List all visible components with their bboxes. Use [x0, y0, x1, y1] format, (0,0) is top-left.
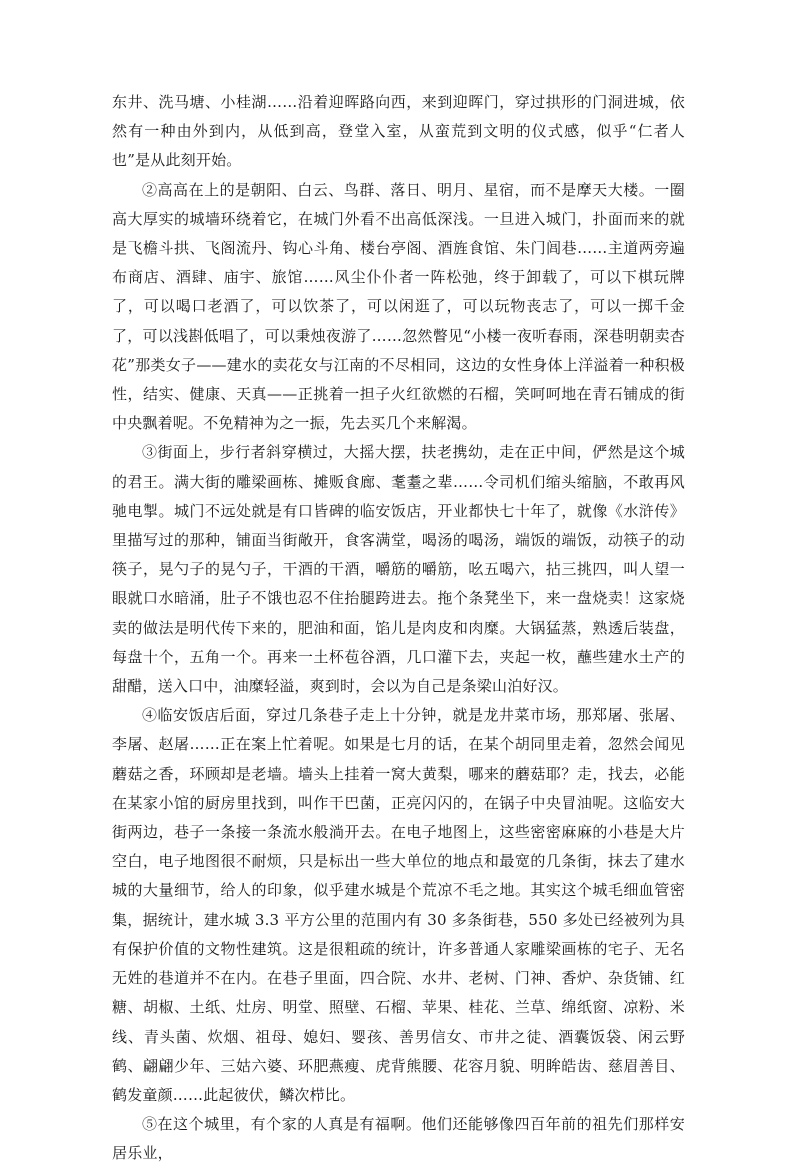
paragraph-5: ⑤在这个城里，有个家的人真是有福啊。他们还能够像四百年前的祖先们那样安居乐业， — [112, 1115, 685, 1163]
paragraph-4: ④临安饭店后面，穿过几条巷子走上十分钟，就是龙井菜市场，那郑屠、张屠、李屠、赵屠……正在案上忙着呢。如果是七月的话，在某个胡同里走着，忽然会闻见蘑菇之香，环顾却是老墙。墙头上挂着一窝大黄梨，哪来的蘑菇耶？走，找去，必能在某家小馆的厨房里找到，叫作干巴菌，正亮闪闪的，在锅子中央冒油呢。这临安大街两边，巷子一条接一条流水般淌开去。在电子地图上，这些密密麻麻的小巷是大片空白，电子地图很不耐烦，只是标出一些大单位的地点和最宽的几条街，抹去了建水城的大量细节，给人的印象，似乎建水城是个荒凉不毛之地。其实这个城毛细血管密集，据统计，建水城 3.3 平方公里的范围内有 30 多条街巷，550 多处已经被列为具有保护价值的文物性建筑。这是很粗疏的统计，许多普通人家雕梁画栋的宅子、无名无姓的巷道并不在内。在巷子里面，四合院、水井、老树、门神、香炉、杂货铺、红糖、胡椒、土纸、灶房、明堂、照壁、石榴、苹果、桂花、兰草、绵纸窗、凉粉、米线、青头菌、炊烟、祖母、媳妇、婴孩、善男信女、市井之徒、酒囊饭袋、闲云野鹤、翩翩少年、三姑六婆、环肥燕瘦、虎背熊腰、花容月貌、明眸皓齿、慈眉善目、鹤发童颜……此起彼伏，鳞次栉比。 — [112, 706, 685, 1104]
paragraph-1: 东井、洗马塘、小桂湖……沿着迎晖路向西，来到迎晖门，穿过拱形的门洞进城，依然有一种由外到内，从低到高，登堂入室，从蛮荒到文明的仪式感，似乎“仁者人也”是从此刻开始。 — [112, 93, 685, 170]
paragraph-3: ③街面上，步行者斜穿横过，大摇大摆，扶老携幼，走在正中间，俨然是这个城的君王。满大街的雕梁画栋、摊贩食廊、耄耋之辈……令司机们缩头缩脑，不敢再风驰电掣。城门不远处就是有口皆碑的临安饭店，开业都快七十年了，就像《水浒传》里描写过的那种，铺面当街敞开，食客满堂，喝汤的喝汤，端饭的端饭，动筷子的动筷子，晃勺子的晃勺子，干酒的干酒，嚼筋的嚼筋，吆五喝六，拈三挑四，叫人望一眼就口水暗涌，肚子不饿也忍不住抬腿跨进去。拖个条凳坐下，来一盘烧卖！这家烧卖的做法是明代传下来的，肥油和面，馅儿是肉皮和肉糜。大锅猛蒸，熟透后装盘，每盘十个，五角一个。再来一土杯苞谷酒，几口灌下去，夹起一枚，蘸些建水土产的甜醋，送入口中，油糜轻溢，爽到时，会以为自己是条梁山泊好汉。 — [112, 443, 685, 696]
document-page — [112, 88, 685, 1169]
paragraph-2: ②高高在上的是朝阳、白云、鸟群、落日、明月、星宿，而不是摩天大楼。一圈高大厚实的城墙环绕着它，在城门外看不出高低深浅。一旦进入城门，扑面而来的就是飞檐斗拱、飞阁流丹、钩心斗角、楼台亭阁、酒旌食馆、朱门闾巷……主道两旁遍布商店、酒肆、庙宇、旅馆……风尘仆仆者一阵松弛，终于卸载了，可以下棋玩牌了，可以喝口老酒了，可以饮茶了，可以闲逛了，可以玩物丧志了，可以一掷千金了，可以浅斟低唱了，可以秉烛夜游了……忽然瞥见“小楼一夜听春雨，深巷明朝卖杏花”那类女子——建水的卖花女与江南的不尽相同，这边的女性身体上洋溢着一种积极性，结实、健康、天真——正挑着一担子火红欲燃的石榴，笑呵呵地在青石铺成的街中央飘着呢。不免精神为之一振，先去买几个来解渴。 — [112, 180, 685, 433]
